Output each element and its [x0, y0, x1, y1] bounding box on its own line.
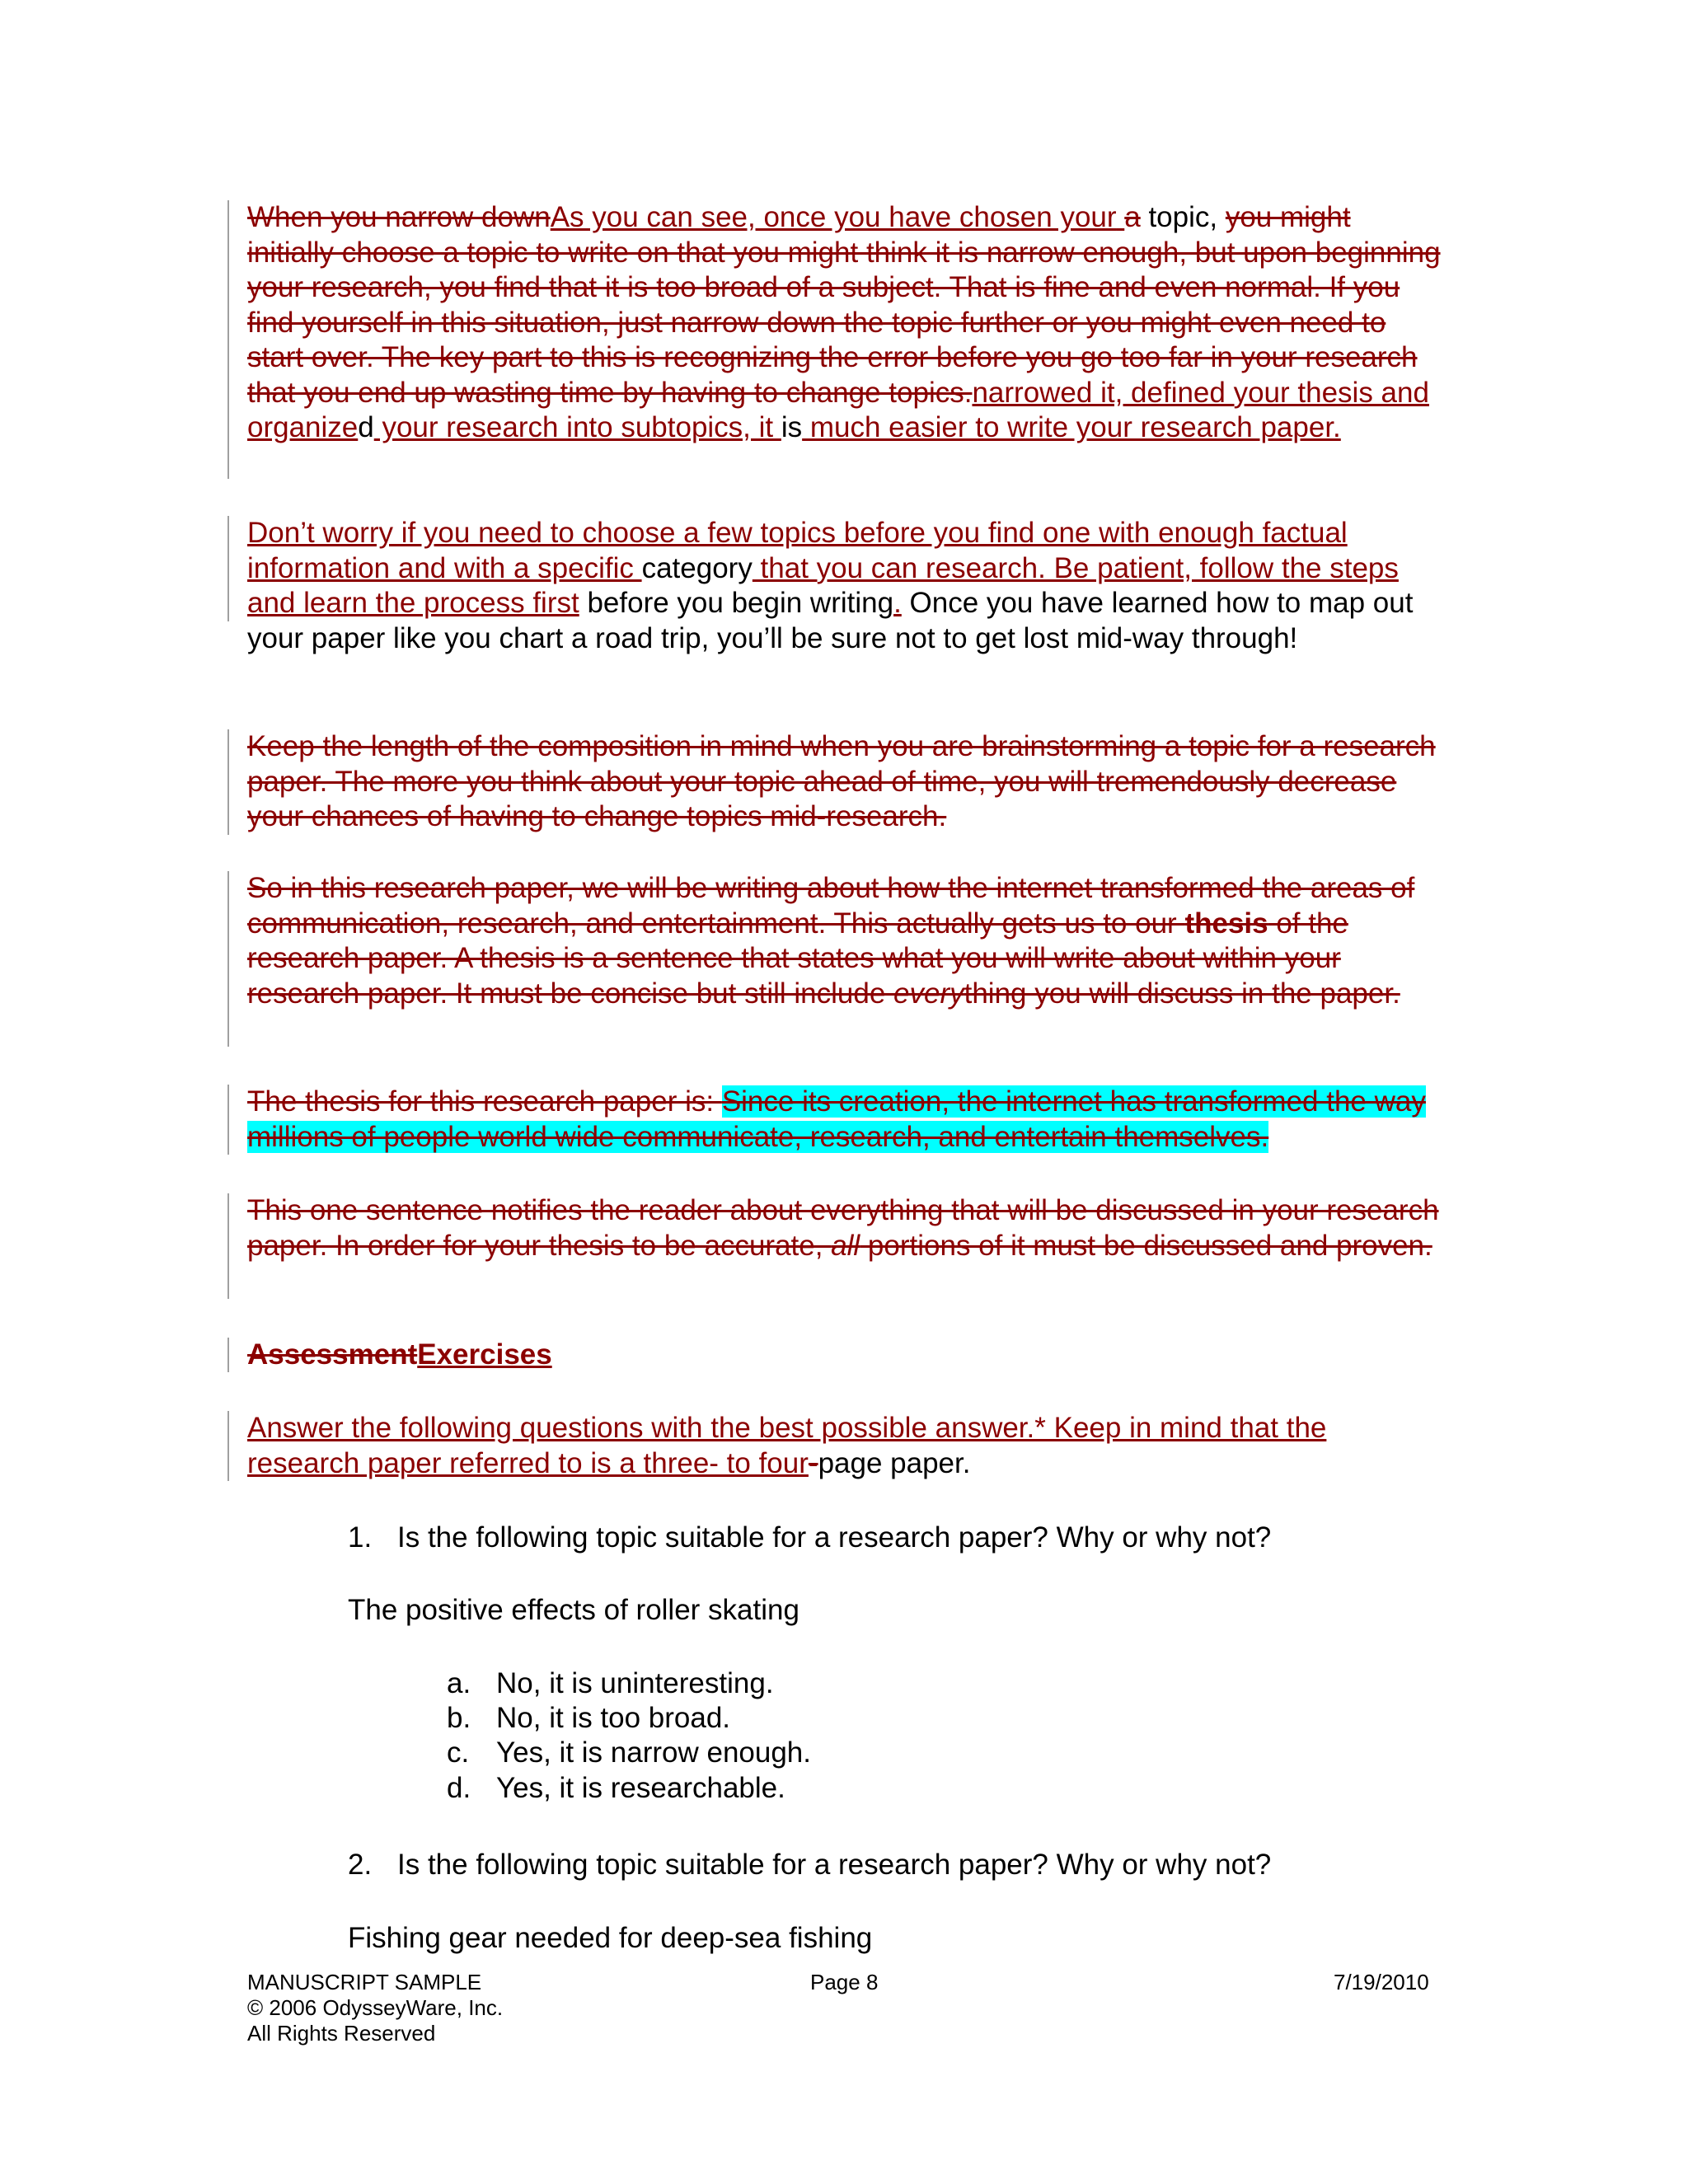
deleted-text [893, 977, 964, 1010]
question-topic: Fishing gear needed for deep-sea fishing [348, 1922, 873, 1954]
body-text: category [641, 551, 753, 584]
section-heading [247, 1338, 1442, 1373]
inserted-text: Exercises [417, 1338, 552, 1371]
question-topic: The positive effects of roller skating [348, 1594, 799, 1626]
paragraph-1 [247, 200, 1442, 446]
paragraph-6 [247, 1193, 1442, 1263]
deleted-text: portions of it must be discussed and proven. [860, 1229, 1432, 1262]
footer-manuscript-label: MANUSCRIPT SAMPLE [247, 1970, 482, 1994]
answer-option [447, 1736, 811, 1771]
inserted-text: As you can see, once you have chosen your [550, 201, 1117, 233]
question-1 [348, 1521, 1271, 1556]
deleted-text: Keep the length of the composition in mind when you are brainstorming a topic for a research paper. The more you think about your topic ahead of time, you will tremendously decrease your chances of having to change topics mid-research. [247, 730, 1436, 832]
option-text: No, it is too broad. [496, 1702, 731, 1734]
inserted-text: much easier to write your research paper. [802, 411, 1341, 443]
body-text: before you begin writing [579, 587, 894, 619]
option-letter: d. [447, 1772, 471, 1804]
deleted-text [831, 1230, 860, 1262]
option-letter: a. [447, 1667, 471, 1699]
deleted-text [1184, 907, 1268, 940]
change-bar [227, 1193, 229, 1299]
bold-term: thesis [1184, 907, 1268, 940]
deleted-text: - [808, 1446, 818, 1479]
deleted-text: of the research paper. A thesis is a sentence that states what you will write about within your research paper. It must be concise but still include [247, 907, 1348, 1010]
body-text: is [781, 411, 803, 443]
italic-term: every [893, 977, 964, 1010]
body-text: Once you have learned how to map out your paper like you chart a road trip, you’ll be sure not to get lost mid-way through! [247, 587, 1414, 654]
footer-copyright: © 2006 OdysseyWare, Inc. [247, 1995, 504, 2020]
change-bar [227, 1411, 229, 1481]
change-bar [227, 729, 229, 835]
body-text: page paper. [818, 1446, 971, 1479]
option-text: Yes, it is researchable. [496, 1772, 785, 1804]
italic-term: all [831, 1229, 860, 1262]
question-2 [348, 1848, 1271, 1883]
paragraph-2 [247, 516, 1442, 656]
inserted-text [1117, 201, 1125, 233]
footer-page-number: Page 8 [810, 1970, 879, 1994]
answer-option [447, 1666, 774, 1702]
paragraph-7 [247, 1411, 1442, 1481]
question-number: 1. [348, 1521, 373, 1554]
paragraph-5 [247, 1085, 1442, 1155]
deleted-text: Assessment [247, 1338, 418, 1371]
question-text: Is the following topic suitable for a research paper? Why or why not? [397, 1849, 1272, 1881]
deleted-text: a [1124, 201, 1141, 233]
inserted-text: your research into subtopics, it [373, 411, 781, 443]
deleted-text: This one sentence notifies the reader about everything that will be discussed in your research paper. In order for your thesis to be accurate, [247, 1194, 1439, 1262]
change-bar [227, 871, 229, 1047]
body-text: topic, [1140, 201, 1226, 233]
deleted-text: So in this research paper, we will be writing about how the internet transformed the areas of communication, research, and entertainment. This actually gets us to our [247, 872, 1415, 940]
deleted-text: When you narrow down [247, 201, 551, 233]
change-bar [227, 1085, 229, 1155]
option-text: Yes, it is narrow enough. [496, 1736, 811, 1769]
change-bar [227, 516, 229, 621]
body-text: d [358, 411, 374, 443]
inserted-text: . [893, 587, 902, 619]
change-bar [227, 1338, 229, 1372]
inserted-text: that you can research. Be patient, follow the steps and learn the process first [247, 551, 1399, 619]
inserted-text: Don’t worry if you need to choose a few topics before you find one with enough factual information and with a specific [247, 517, 1348, 584]
footer-rights: All Rights Reserved [247, 2021, 436, 2046]
inserted-text: narrowed it, defined your thesis and organize [247, 376, 1429, 443]
highlighted-thesis: Since its creation, the internet has transformed the way millions of people world wide communicate, research, and entertain themselves. [247, 1085, 1426, 1153]
inserted-text: Answer the following questions with the best possible answer.* Keep in mind that the research paper referred to is a three- to four [247, 1412, 1327, 1479]
paragraph-4 [247, 871, 1442, 1011]
paragraph-3 [247, 729, 1442, 835]
question-text: Is the following topic suitable for a research paper? Why or why not? [397, 1521, 1272, 1554]
answer-option [447, 1771, 785, 1807]
footer-left [247, 1970, 503, 2046]
deleted-text: thing you will discuss in the paper. [964, 977, 1400, 1010]
option-text: No, it is uninteresting. [496, 1667, 774, 1699]
answer-option [447, 1701, 730, 1736]
change-bar [227, 200, 229, 479]
question-number: 2. [348, 1849, 373, 1881]
deleted-text: The thesis for this research paper is: [247, 1085, 722, 1118]
option-letter: b. [447, 1702, 471, 1734]
option-letter: c. [447, 1736, 470, 1769]
deleted-text: you might initially choose a topic to write on that you might think it is narrow enough, but upon beginning your research, you find that it is too broad of a subject. That is fine and even normal. If you find yourself in this situation, just narrow down the topic further or you might even need to start over. The key part to this is recognizing the error before you go too far in your research that you end up wasting time by having to change topics. [247, 201, 1441, 409]
footer-date: 7/19/2010 [1334, 1970, 1429, 1994]
